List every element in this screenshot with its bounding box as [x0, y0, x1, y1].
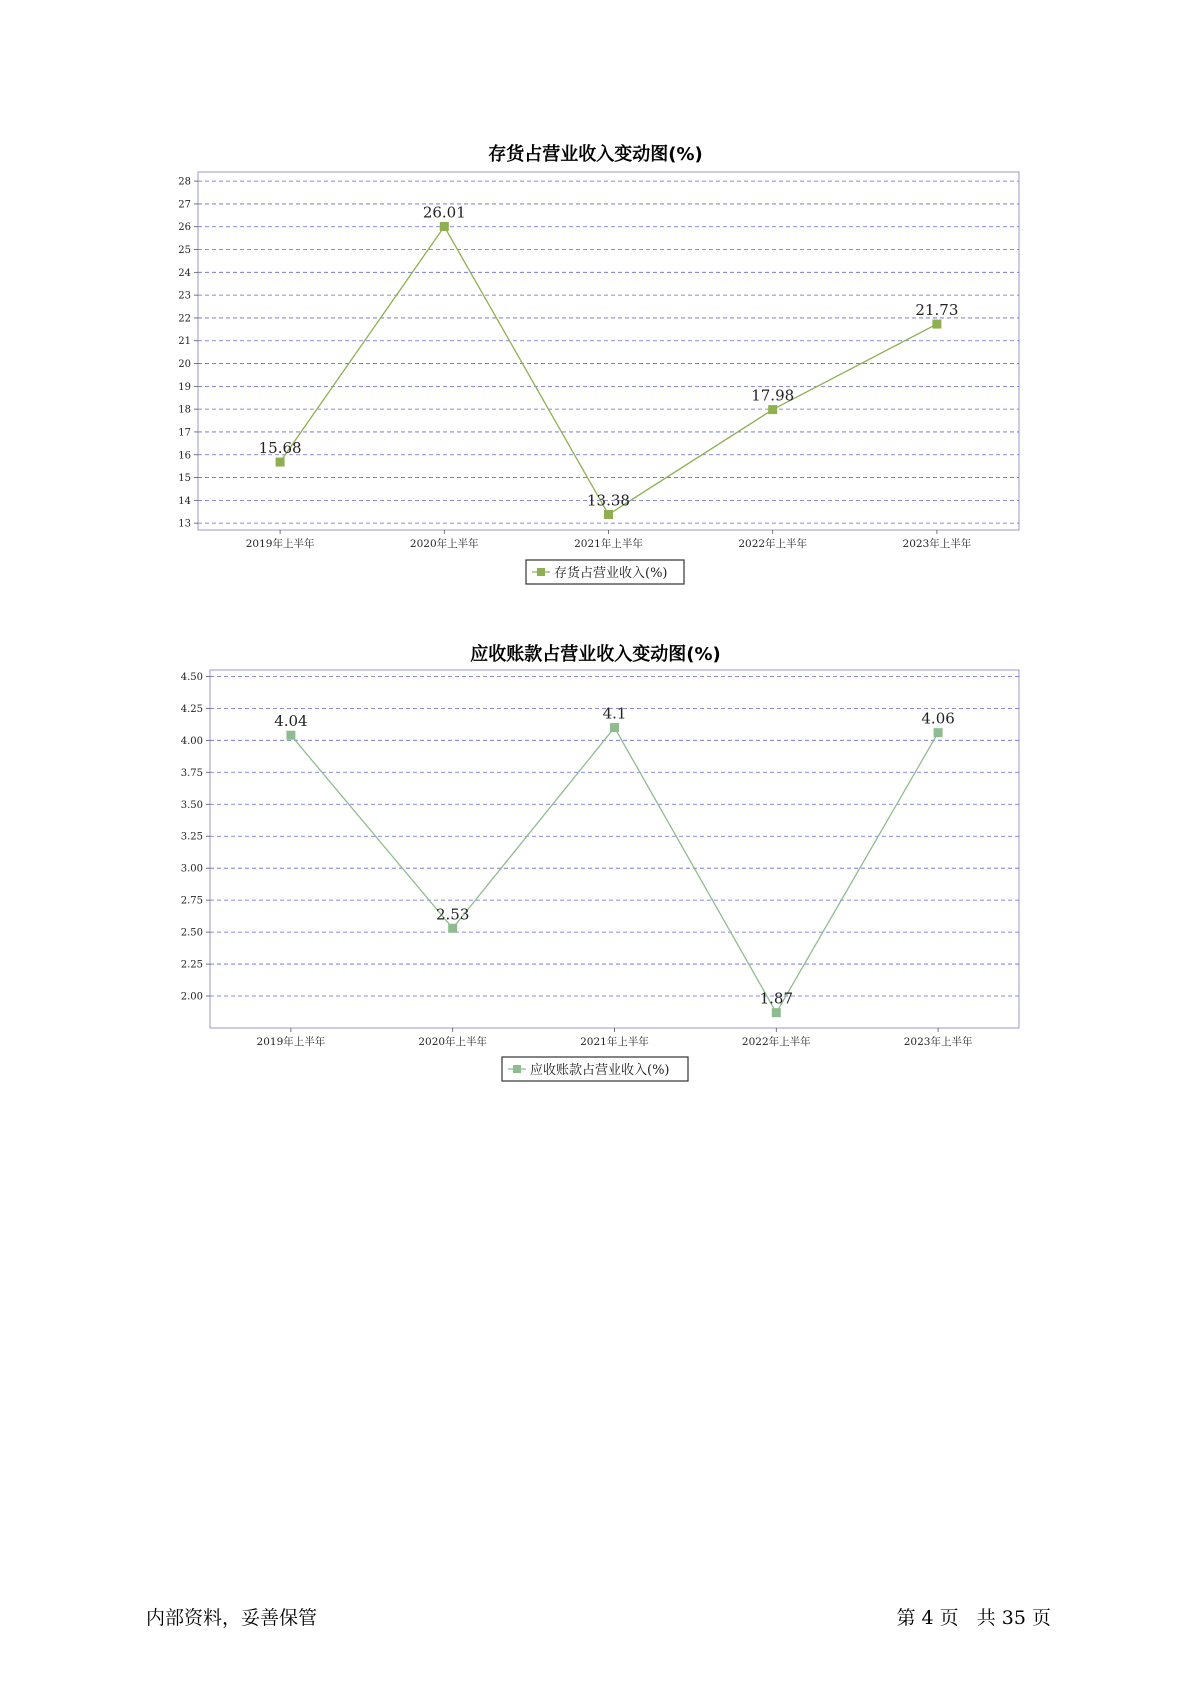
data-label: 26.01: [422, 203, 466, 222]
x-tick-label: 2023年上半年: [902, 538, 972, 550]
y-tick-label: 2.00: [180, 991, 203, 1003]
data-label: 4.1: [602, 704, 627, 723]
y-tick-label: 4.00: [180, 735, 203, 747]
data-label: 1.87: [759, 989, 794, 1008]
x-tick-label: 2022年上半年: [741, 1036, 811, 1048]
x-tick-label: 2019年上半年: [245, 538, 315, 550]
legend-marker: [537, 568, 545, 576]
y-tick-label: 2.25: [180, 959, 203, 971]
chart-title: 应收账款占营业收入变动图(%): [470, 644, 721, 665]
y-tick-label: 28: [178, 176, 191, 188]
data-label: 4.06: [921, 709, 955, 728]
legend-marker: [513, 1065, 521, 1073]
y-tick-label: 13: [178, 518, 191, 530]
y-tick-label: 23: [178, 290, 191, 302]
x-tick-label: 2020年上半年: [409, 538, 479, 550]
y-tick-label: 4.50: [180, 671, 203, 683]
data-point: [440, 222, 449, 231]
inventory-ratio-chart: [0, 130, 1191, 600]
y-tick-label: 2.75: [180, 895, 203, 907]
footer-page-number: 第 4 页 共 35 页: [896, 1607, 1051, 1629]
y-tick-label: 19: [178, 381, 191, 393]
y-tick-label: 3.50: [180, 799, 203, 811]
data-point: [604, 510, 613, 519]
x-tick-label: 2022年上半年: [738, 538, 808, 550]
x-tick-label: 2021年上半年: [580, 1036, 649, 1048]
data-label: 4.04: [274, 712, 308, 731]
y-tick-label: 3.00: [180, 863, 203, 875]
data-point: [934, 728, 943, 737]
y-tick-label: 17: [178, 427, 191, 439]
footer-confidential-note: 内部资料，妥善保管: [146, 1607, 318, 1629]
y-tick-label: 25: [178, 245, 191, 257]
legend-label: 存货占营业收入(%): [554, 566, 668, 581]
receivables-ratio-chart: [0, 630, 1191, 1100]
y-tick-label: 21: [178, 336, 191, 348]
y-tick-label: 3.75: [180, 767, 203, 779]
y-tick-label: 4.25: [180, 703, 203, 715]
data-point: [768, 405, 777, 414]
legend-label: 应收账款占营业收入(%): [530, 1063, 670, 1078]
y-tick-label: 27: [178, 199, 191, 211]
data-label: 21.73: [915, 301, 959, 320]
y-tick-label: 22: [178, 313, 191, 325]
x-tick-label: 2023年上半年: [903, 1036, 973, 1048]
y-tick-label: 15: [178, 473, 191, 485]
data-point: [610, 723, 619, 732]
chart-svg: [0, 130, 1191, 600]
y-tick-label: 26: [178, 222, 191, 234]
data-label: 17.98: [751, 386, 795, 405]
data-label: 13.38: [587, 491, 630, 510]
data-point: [286, 731, 295, 740]
data-point: [448, 924, 457, 933]
y-tick-label: 2.50: [180, 927, 203, 939]
data-point: [276, 458, 285, 467]
y-tick-label: 16: [178, 450, 191, 462]
data-point: [772, 1008, 781, 1017]
plot-area: [198, 172, 1019, 530]
y-tick-label: 14: [178, 495, 191, 507]
x-tick-label: 2021年上半年: [574, 538, 643, 550]
y-tick-label: 3.25: [180, 831, 203, 843]
chart-svg: [0, 630, 1191, 1100]
x-tick-label: 2020年上半年: [418, 1036, 488, 1048]
y-tick-label: 20: [178, 359, 191, 371]
chart-title: 存货占营业收入变动图(%): [488, 144, 703, 165]
data-label: 2.53: [435, 905, 470, 924]
y-tick-label: 18: [178, 404, 191, 416]
data-point: [932, 320, 941, 329]
x-tick-label: 2019年上半年: [256, 1036, 326, 1048]
y-tick-label: 24: [178, 267, 191, 279]
data-label: 15.68: [258, 439, 302, 458]
